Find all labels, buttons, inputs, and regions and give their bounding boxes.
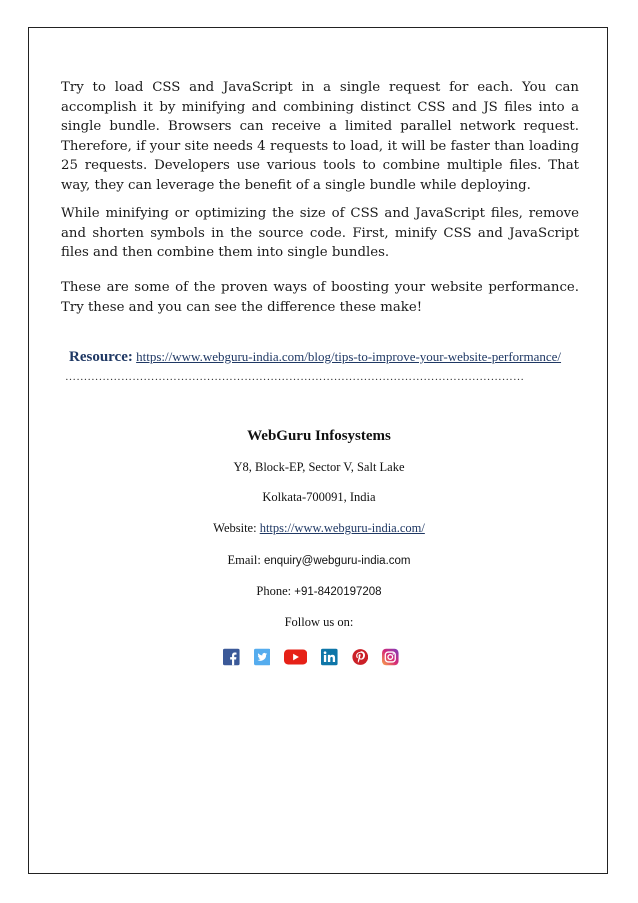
- address-line-1: Y8, Block-EP, Sector V, Salt Lake: [233, 460, 405, 474]
- twitter-icon[interactable]: [254, 647, 271, 667]
- facebook-icon[interactable]: [223, 647, 240, 667]
- dotted-separator: ……………………………………………………………………………………………………………: [65, 371, 525, 383]
- linkedin-icon[interactable]: [321, 647, 338, 667]
- page-frame: [28, 27, 608, 874]
- social-icons: [223, 645, 413, 669]
- company-name: WebGuru Infosystems: [247, 428, 391, 444]
- pinterest-icon[interactable]: [352, 647, 369, 667]
- youtube-icon[interactable]: [284, 647, 307, 667]
- resource-label: Resource:: [69, 349, 133, 365]
- instagram-icon[interactable]: [382, 647, 399, 667]
- email-value[interactable]: enquiry@webguru-india.com: [263, 555, 411, 567]
- phone-value: +91-8420197208: [294, 586, 382, 598]
- phone-label: Phone:: [256, 584, 292, 598]
- follow-label: Follow us on:: [284, 615, 354, 629]
- resource-line: [69, 349, 561, 366]
- address-line-2: Kolkata-700091, India: [262, 490, 376, 504]
- website-label: Website:: [213, 521, 260, 535]
- body-paragraph-3: These are some of the proven ways of boosting your website performance. Try these and you can see the difference these make!: [61, 280, 579, 315]
- email-line: [29, 553, 609, 568]
- website-line: [29, 521, 609, 536]
- email-label: Email:: [227, 553, 261, 567]
- body-paragraph-1: Try to load CSS and JavaScript in a single request for each. You can accomplish it by minifying and combining distinct CSS and JS files into a single bundle. Browsers can receive a limited parallel network request. Therefore, if your site needs 4 requests to load, it will be faster than loading 25 requests. Developers use various tools to combine multiple files. That way, they can leverage the benefit of a single bundle while deploying.: [61, 80, 579, 193]
- resource-link[interactable]: https://www.webguru-india.com/blog/tips-to-improve-your-website-performance/: [136, 349, 562, 364]
- body-paragraph-2: While minifying or optimizing the size of CSS and JavaScript files, remove and shorten symbols in the source code. First, minify CSS and JavaScript files and then combine them into single bundles.: [61, 206, 579, 261]
- phone-line: [29, 584, 609, 599]
- website-link[interactable]: https://www.webguru-india.com/: [259, 521, 425, 535]
